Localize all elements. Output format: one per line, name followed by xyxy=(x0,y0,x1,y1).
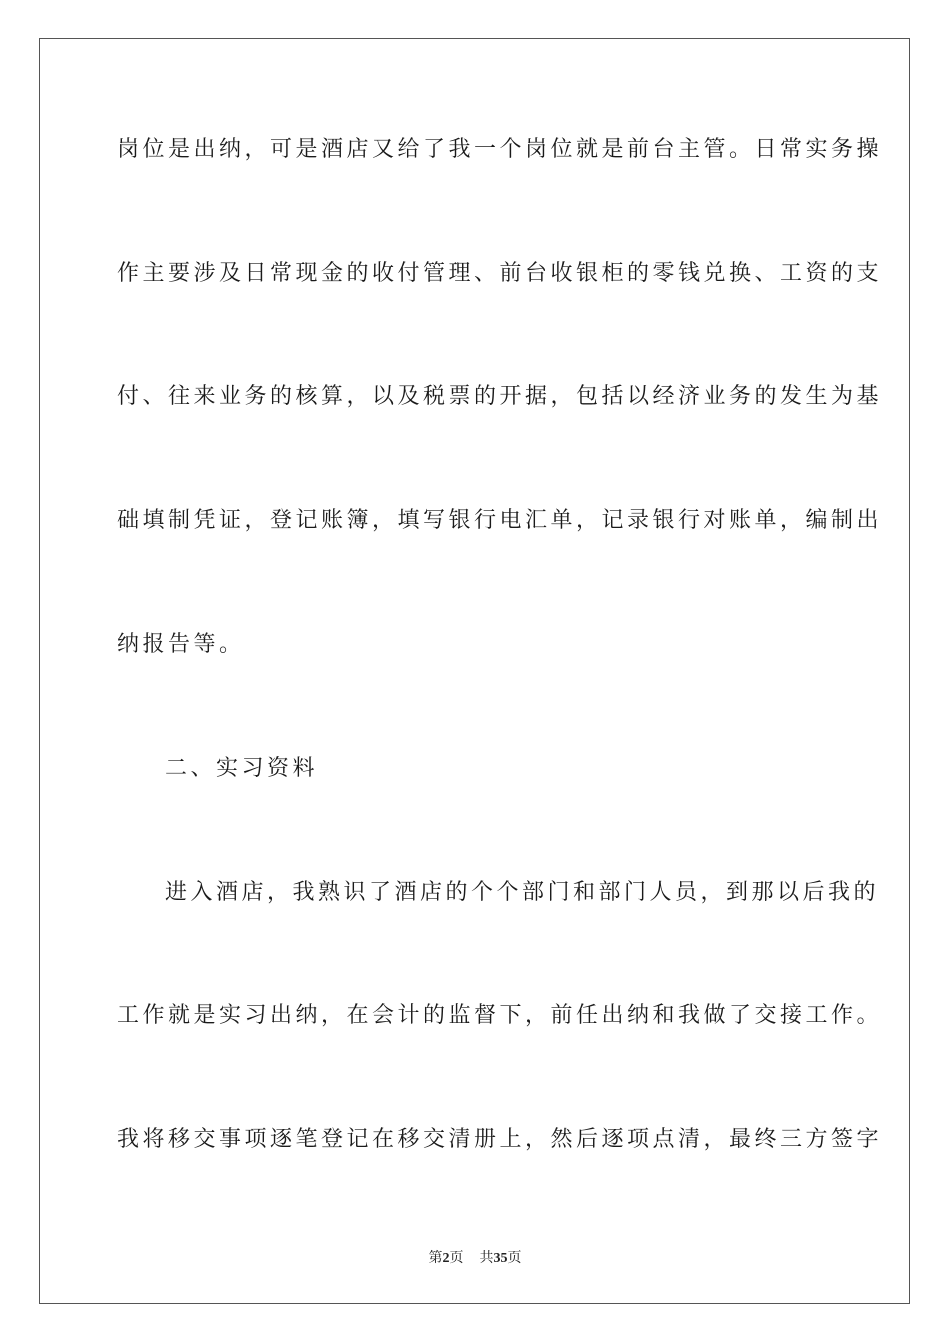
text-line: 工作就是实习出纳，在会计的监督下，前任出纳和我做了交接工作。 xyxy=(117,1003,883,1028)
page-suffix: 页 xyxy=(449,1250,464,1266)
total-prefix: 共 xyxy=(479,1250,494,1266)
page-footer xyxy=(0,1248,950,1269)
text-line: 作主要涉及日常现金的收付管理、前台收银柜的零钱兑换、工资的支 xyxy=(117,261,883,286)
text-line: 础填制凭证，登记账簿，填写银行电汇单，记录银行对账单，编制出 xyxy=(117,508,883,533)
section-heading: 二、实习资料 xyxy=(165,756,319,781)
text-line: 纳报告等。 xyxy=(117,632,245,657)
text-line: 进入酒店，我熟识了酒店的个个部门和部门人员，到那以后我的 xyxy=(165,880,880,905)
page-border xyxy=(39,38,910,1304)
text-line: 付、往来业务的核算，以及税票的开据，包括以经济业务的发生为基 xyxy=(117,384,883,409)
page-number: 2 xyxy=(442,1251,450,1266)
total-suffix: 页 xyxy=(507,1250,522,1266)
page-prefix: 第 xyxy=(428,1250,443,1266)
text-line: 岗位是出纳，可是酒店又给了我一个岗位就是前台主管。日常实务操 xyxy=(117,137,883,162)
total-pages: 35 xyxy=(493,1251,508,1266)
text-line: 我将移交事项逐笔登记在移交清册上，然后逐项点清，最终三方签字 xyxy=(117,1127,883,1152)
